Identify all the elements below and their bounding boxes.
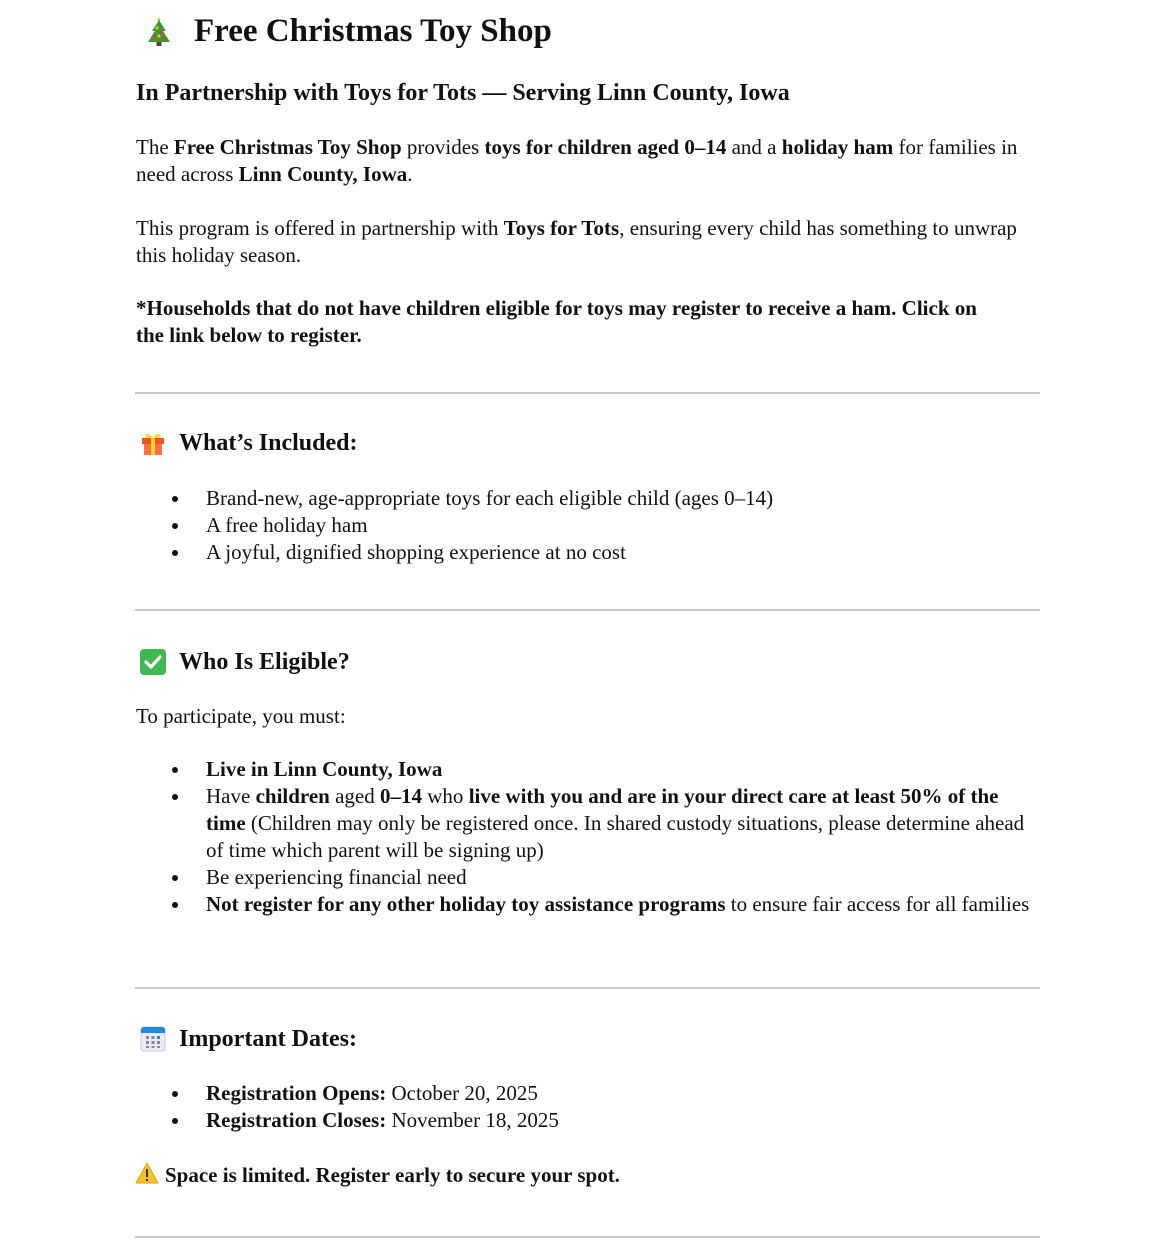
text: to ensure fair access for all families [725,892,1030,916]
warning-icon [135,1162,159,1184]
intro-note [136,295,1006,349]
bold-text: children [255,784,330,808]
text: Be experiencing financial need [206,865,467,889]
text: November 18, 2025 [386,1108,559,1132]
bold-text: Live in Linn County, Iowa [206,757,443,781]
eligibility-list [136,756,1041,918]
list-item [136,783,1040,864]
space-limited-notice: Space is limited. Register early to secure your spot. [135,1162,1040,1189]
section-heading-eligible: Who Is Eligible? [140,647,1045,677]
text: , ensuring every child has something to unwrap this holiday season. [136,216,1017,267]
intro-paragraph-1 [136,134,1041,188]
bold-text: Registration Opens: [206,1081,387,1105]
text: provides [401,135,485,159]
bold-text: toys for children aged 0–14 [484,135,727,159]
page-title [146,10,1051,52]
text: A joyful, dignified shopping experience at no cost [206,540,626,564]
text: aged [329,784,381,808]
text: who [422,784,469,808]
bold-text: Linn County, Iowa [238,162,408,186]
list-item [136,891,1040,918]
subtitle: In Partnership with Toys for Tots — Serving Linn County, Iowa [136,80,790,106]
bold-text: 0–14 [380,784,423,808]
bold-text: live with you and are in your direct care at least 50% of the time [206,784,999,835]
bold-text: *Households that do not have children eligible for toys may register to receive a ham. Click on the link below to register. [136,296,977,347]
gift-icon [140,430,166,456]
text: Have [206,784,256,808]
text: This program is offered in partnership with [136,216,504,240]
text: and a [726,135,782,159]
bold-text: Not register for any other holiday toy assistance programs [206,892,726,916]
text: The [136,135,174,159]
bold-text: Free Christmas Toy Shop [173,135,402,159]
text: for families in need across [136,135,1018,186]
bold-text: Toys for Tots [503,216,620,240]
list-item [136,1080,1040,1107]
list-item [136,539,1040,566]
list-item [136,1107,1040,1134]
text: (Children may only be registered once. In shared custody situations, please determine ahead of time which parent will be signing up) [206,811,1025,862]
bold-text: holiday ham [781,135,894,159]
bold-text: Registration Closes: [206,1108,387,1132]
section-heading-dates: Important Dates: [140,1024,1045,1054]
divider [135,392,1040,394]
check-mark-icon [140,649,166,675]
list-item [136,864,1040,891]
section-heading-included: What’s Included: [140,428,1045,458]
christmas-tree-icon [146,15,172,47]
text: October 20, 2025 [386,1081,538,1105]
title-text: Free Christmas Toy Shop [194,13,552,49]
text: Brand-new, age-appropriate toys for each eligible child (ages 0–14) [206,486,774,510]
list-item [136,485,1040,512]
divider [135,609,1040,611]
calendar-icon [140,1026,166,1052]
text: . [407,162,413,186]
list-item [136,756,1040,783]
divider [135,987,1040,989]
text: A free holiday ham [206,513,368,537]
included-list [136,485,1041,566]
divider [135,1236,1040,1238]
dates-list [136,1080,1041,1134]
eligible-lead: To participate, you must: [136,704,346,728]
intro-paragraph-2 [136,215,1041,269]
list-item [136,512,1040,539]
